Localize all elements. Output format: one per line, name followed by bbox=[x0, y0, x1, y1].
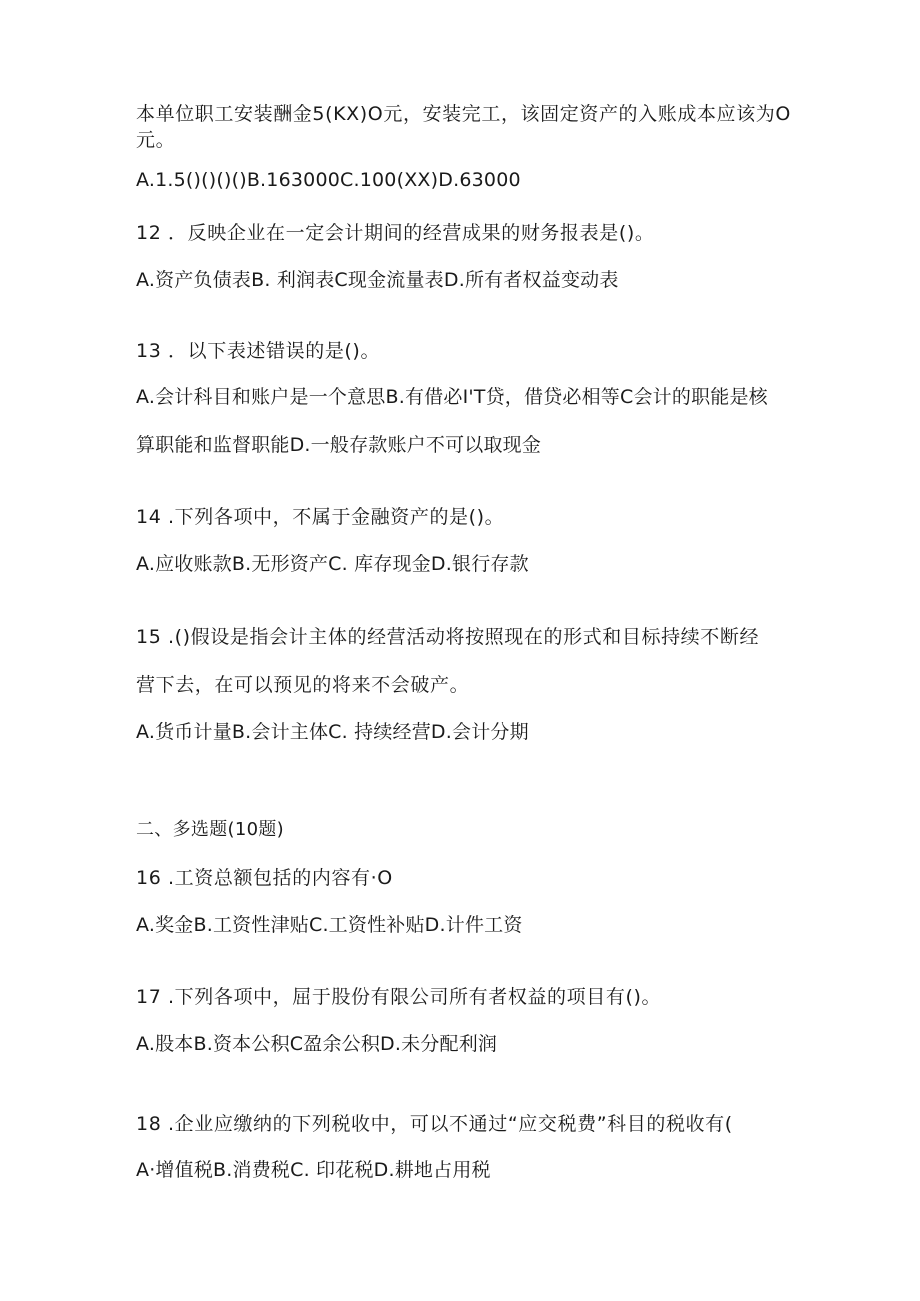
question-18-options: A·增值税B.消费税C. 印花税D.耕地占用税 bbox=[136, 1159, 491, 1181]
question-14-text: 14 .下列各项中，不属于金融资产的是()。 bbox=[136, 506, 505, 528]
question-16-text: 16 .工资总额包括的内容有·O bbox=[136, 867, 393, 889]
section-heading-multiple-choice: 二、多选题(10题) bbox=[136, 819, 284, 840]
question-15-text-line-2: 营下去，在可以预见的将来不会破产。 bbox=[136, 674, 470, 696]
question-12-options: A.资产负债表B. 利润表C现金流量表D.所有者权益变动表 bbox=[136, 269, 619, 291]
question-13-text: 13 ．以下表述错误的是()。 bbox=[136, 340, 381, 362]
question-11-text-line-2: 元。 bbox=[136, 129, 176, 151]
question-15-options: A.货币计量B.会计主体C. 持续经营D.会计分期 bbox=[136, 721, 529, 743]
question-16-options: A.奖金B.工资性津贴C.工资性补贴D.计件工资 bbox=[136, 914, 523, 936]
question-18-text: 18 .企业应缴纳的下列税收中，可以不通过“应交税费”科目的税收有( bbox=[136, 1113, 733, 1135]
question-11-text-line-1: 本单位职工安装酬金5(KX)O元，安装完工，该固定资产的入账成本应该为O bbox=[136, 103, 791, 125]
question-17-options: A.股本B.资本公积C盈余公积D.未分配利润 bbox=[136, 1033, 498, 1055]
question-13-options-line-2: 算职能和监督职能D.一般存款账户不可以取现金 bbox=[136, 434, 542, 456]
question-17-text: 17 .下列各项中，屈于股份有限公司所有者权益的项目有()。 bbox=[136, 986, 662, 1008]
question-14-options: A.应收账款B.无形资产C. 库存现金D.银行存款 bbox=[136, 553, 529, 575]
question-12-text: 12 ．反映企业在一定会计期间的经营成果的财务报表是()。 bbox=[136, 222, 655, 244]
question-11-options: A.1.5()()()()B.163000C.100(XX)D.63000 bbox=[136, 169, 521, 191]
question-13-options-line-1: A.会计科目和账户是一个意思B.有借必I'T贷，借贷必相等C会计的职能是核 bbox=[136, 386, 768, 408]
question-15-text-line-1: 15 .()假设是指会计主体的经营活动将按照现在的形式和目标持续不断经 bbox=[136, 626, 760, 648]
